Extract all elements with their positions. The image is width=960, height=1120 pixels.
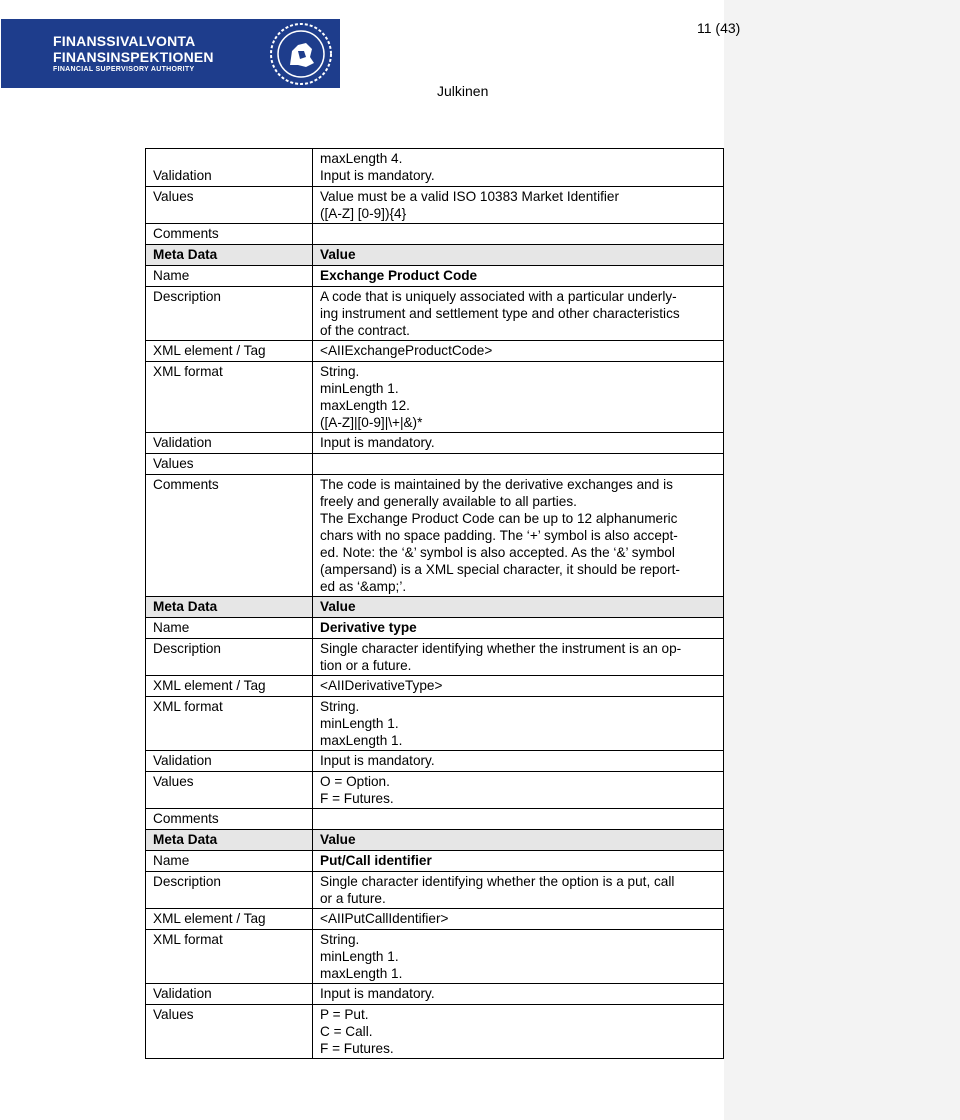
field-label: XML format (153, 364, 223, 379)
field-value-cell (313, 618, 724, 639)
table-row (146, 751, 724, 772)
field-value-line: minLength 1. (320, 381, 399, 396)
field-label-cell (146, 224, 313, 245)
field-value-line: Exchange Product Code (320, 268, 478, 283)
field-value-line: <AIIPutCallIdentifier> (320, 911, 449, 926)
field-value-line: <AIIExchangeProductCode> (320, 343, 493, 358)
logo-line-1: FINANSSIVALVONTA (53, 33, 196, 49)
field-value-cell (313, 751, 724, 772)
field-value-cell (313, 676, 724, 697)
field-value-line (320, 455, 717, 472)
field-label-cell (146, 475, 313, 597)
field-label: Description (153, 641, 221, 656)
field-value-line: Input is mandatory. (320, 435, 435, 450)
table-row (146, 909, 724, 930)
field-label-cell (146, 1005, 313, 1059)
field-value-line: ed as ‘&amp;’. (320, 579, 407, 594)
field-value-cell (313, 772, 724, 809)
field-label-cell (146, 830, 313, 851)
field-label-cell (146, 245, 313, 266)
field-value-cell (313, 697, 724, 751)
field-value-line: freely and generally available to all parties. (320, 494, 577, 509)
authority-logo (1, 19, 340, 88)
field-value-cell (313, 851, 724, 872)
field-label-cell (146, 266, 313, 287)
field-label-cell (146, 772, 313, 809)
field-value-cell (313, 341, 724, 362)
field-label-cell (146, 362, 313, 433)
field-value-cell (313, 1005, 724, 1059)
field-value-line: Input is mandatory. (320, 753, 435, 768)
table-row (146, 851, 724, 872)
field-value-cell (313, 224, 724, 245)
field-label-cell (146, 697, 313, 751)
table-row (146, 1005, 724, 1059)
field-label-cell (146, 639, 313, 676)
field-value-line (320, 225, 717, 242)
field-label: Validation (153, 753, 212, 768)
field-value-line: Value (320, 247, 356, 262)
field-value-line: Input is mandatory. (320, 986, 435, 1001)
table-row (146, 772, 724, 809)
logo-line-3: FINANCIAL SUPERVISORY AUTHORITY (53, 66, 195, 73)
field-value-line: chars with no space padding. The ‘+’ symbol is also accept- (320, 528, 678, 543)
table-row (146, 930, 724, 984)
field-label (153, 150, 306, 167)
field-label-cell (146, 149, 313, 187)
field-value-line: F = Futures. (320, 1041, 394, 1056)
field-value-line: P = Put. (320, 1007, 369, 1022)
table-row (146, 245, 724, 266)
table-row (146, 697, 724, 751)
field-value-line: The code is maintained by the derivative exchanges and is (320, 477, 673, 492)
field-value-cell (313, 872, 724, 909)
field-label-cell (146, 187, 313, 224)
field-value-line: O = Option. (320, 774, 390, 789)
field-label: XML format (153, 932, 223, 947)
table-row (146, 676, 724, 697)
field-label-cell (146, 872, 313, 909)
field-value-line: String. (320, 364, 360, 379)
field-label-cell (146, 433, 313, 454)
table-row (146, 187, 724, 224)
field-label-cell (146, 341, 313, 362)
field-value-line (320, 810, 717, 827)
field-label-cell (146, 930, 313, 984)
field-value-line: tion or a future. (320, 658, 412, 673)
field-value-line: ([A-Z] [0-9]){4} (320, 206, 407, 221)
field-value-line: A code that is uniquely associated with a particular underly- (320, 289, 677, 304)
field-value-line: Value (320, 599, 356, 614)
table-row (146, 266, 724, 287)
field-label-cell (146, 454, 313, 475)
table-row (146, 639, 724, 676)
field-value-line: Single character identifying whether the option is a put, call (320, 874, 675, 889)
field-value-line: ed. Note: the ‘&’ symbol is also accepted. As the ‘&’ symbol (320, 545, 675, 560)
field-value-cell (313, 433, 724, 454)
table-row (146, 809, 724, 830)
field-value-cell (313, 266, 724, 287)
field-value-cell (313, 475, 724, 597)
table-row (146, 830, 724, 851)
field-value-line: F = Futures. (320, 791, 394, 806)
field-value-line: <AIIDerivativeType> (320, 678, 443, 693)
field-value-cell (313, 287, 724, 341)
field-value-line: Derivative type (320, 620, 417, 635)
field-label-cell (146, 597, 313, 618)
field-label: XML element / Tag (153, 678, 266, 693)
field-label: XML element / Tag (153, 343, 266, 358)
field-value-line: minLength 1. (320, 949, 399, 964)
field-label: Name (153, 853, 190, 868)
field-label-cell (146, 984, 313, 1005)
data-field-table (145, 148, 724, 1059)
field-value-line: Single character identifying whether the instrument is an op- (320, 641, 682, 656)
field-label: Comments (153, 811, 219, 826)
page-gutter (724, 0, 960, 1120)
lion-emblem-icon (268, 21, 334, 87)
page-number: 11 (43) (697, 20, 741, 36)
field-value-line: Put/Call identifier (320, 853, 432, 868)
field-value-line: or a future. (320, 891, 386, 906)
field-value-line: maxLength 4. (320, 151, 403, 166)
table-row (146, 872, 724, 909)
field-label: Name (153, 620, 190, 635)
field-value-line: Input is mandatory. (320, 168, 435, 183)
field-value-cell (313, 984, 724, 1005)
field-value-cell (313, 930, 724, 984)
field-value-line: ing instrument and settlement type and other characteristics (320, 306, 680, 321)
field-label: XML element / Tag (153, 911, 266, 926)
field-value-line: String. (320, 932, 360, 947)
field-label: Description (153, 289, 221, 304)
field-label: Meta Data (153, 247, 218, 262)
field-value-line: C = Call. (320, 1024, 373, 1039)
field-value-cell (313, 830, 724, 851)
table-row (146, 224, 724, 245)
field-value-line: maxLength 12. (320, 398, 410, 413)
field-value-line: of the contract. (320, 323, 410, 338)
field-value-cell (313, 245, 724, 266)
logo-line-2: FINANSINSPEKTIONEN (53, 49, 214, 65)
field-value-line: ([A-Z]|[0-9]|\+|&)* (320, 415, 423, 430)
classification-label: Julkinen (437, 83, 489, 99)
field-label-cell (146, 809, 313, 830)
field-label-cell (146, 851, 313, 872)
field-value-cell (313, 909, 724, 930)
table-row (146, 475, 724, 597)
table-row (146, 454, 724, 475)
field-value-cell (313, 454, 724, 475)
field-value-cell (313, 597, 724, 618)
table-row (146, 597, 724, 618)
field-label: Values (153, 456, 194, 471)
field-value-line: maxLength 1. (320, 733, 403, 748)
field-label: Validation (153, 435, 212, 450)
field-value-cell (313, 187, 724, 224)
field-label: Name (153, 268, 190, 283)
table-row (146, 984, 724, 1005)
field-label-cell (146, 618, 313, 639)
field-value-line: The Exchange Product Code can be up to 12 alphanumeric (320, 511, 678, 526)
field-label-cell (146, 676, 313, 697)
table-row (146, 618, 724, 639)
field-label: Validation (153, 168, 212, 183)
field-label-cell (146, 909, 313, 930)
table-row (146, 433, 724, 454)
field-value-line: Value (320, 832, 356, 847)
table-row (146, 287, 724, 341)
field-label: Comments (153, 477, 219, 492)
field-value-line: minLength 1. (320, 716, 399, 731)
field-label: Description (153, 874, 221, 889)
field-label: Values (153, 189, 194, 204)
field-label: Values (153, 774, 194, 789)
field-label: Validation (153, 986, 212, 1001)
field-value-cell (313, 809, 724, 830)
field-label: XML format (153, 699, 223, 714)
data-field-table-body (146, 149, 724, 1059)
table-row (146, 341, 724, 362)
field-value-cell (313, 149, 724, 187)
field-label: Meta Data (153, 832, 218, 847)
table-row (146, 362, 724, 433)
field-value-line: Value must be a valid ISO 10383 Market Identifier (320, 189, 619, 204)
table-row (146, 149, 724, 187)
field-label: Values (153, 1007, 194, 1022)
field-label-cell (146, 287, 313, 341)
field-label-cell (146, 751, 313, 772)
field-value-line: maxLength 1. (320, 966, 403, 981)
field-value-cell (313, 639, 724, 676)
field-value-line: (ampersand) is a XML special character, it should be report- (320, 562, 680, 577)
field-value-line: String. (320, 699, 360, 714)
field-value-cell (313, 362, 724, 433)
field-label: Comments (153, 226, 219, 241)
field-label: Meta Data (153, 599, 218, 614)
